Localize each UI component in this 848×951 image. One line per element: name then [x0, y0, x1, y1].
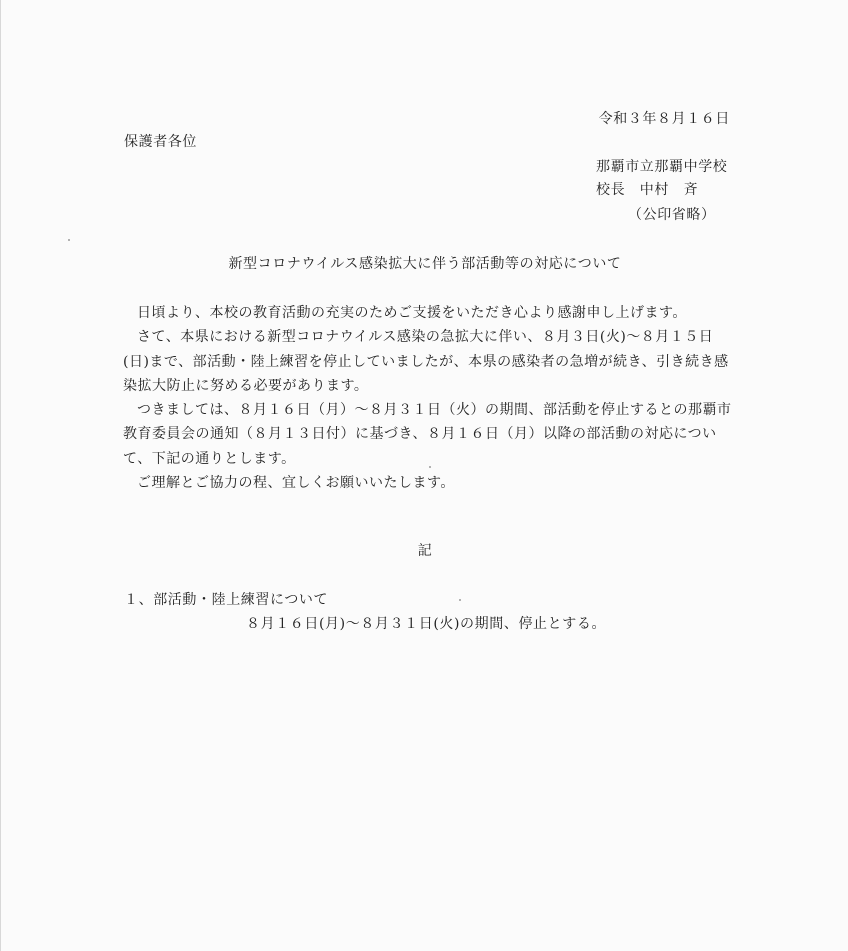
issue-date: 令和３年８月１６日 — [598, 111, 730, 127]
notice-item-heading: １、部活動・陸上練習について — [124, 592, 329, 608]
body-paragraph: 日頃より、本校の教育活動の充実のためご支援をいただき心より感謝申し上げます。 — [137, 305, 687, 321]
document-title: 新型コロナウイルス感染拡大に伴う部活動等の対応について — [228, 256, 622, 272]
body-paragraph: ご理解とご協力の程、宜しくお願いいたします。 — [137, 475, 455, 492]
scan-speck — [68, 239, 70, 241]
seal-omitted-note: （公印省略） — [628, 207, 716, 223]
sender-principal: 校長 中村 斉 — [596, 182, 699, 198]
scan-speck — [429, 466, 431, 468]
body-paragraph: さて、本県における新型コロナウイルス感染の急拡大に伴い、８月３日(火)～８月１５日(日)まで、部活動・陸上練習を停止していましたが、本県の感染者の急増が続き、引き続き感染拡大防止に努める必要があります。 — [123, 329, 729, 394]
recipient: 保護者各位 — [124, 134, 197, 150]
body-paragraph: つきましては、８月１６日（月）～８月３１日（火）の期間、部活動を停止するとの那覇市教育委員会の通知（８月１３日付）に基づき、８月１６日（月）以降の部活動の対応について、下記の通りとします。 — [123, 402, 732, 467]
scan-speck — [459, 599, 461, 601]
notes-heading: 記 — [417, 543, 433, 559]
document-body — [123, 301, 733, 495]
notice-item-detail: ８月１６日(月)～８月３１日(火)の期間、停止とする。 — [246, 616, 607, 632]
sender-school: 那覇市立那覇中学校 — [596, 159, 728, 175]
